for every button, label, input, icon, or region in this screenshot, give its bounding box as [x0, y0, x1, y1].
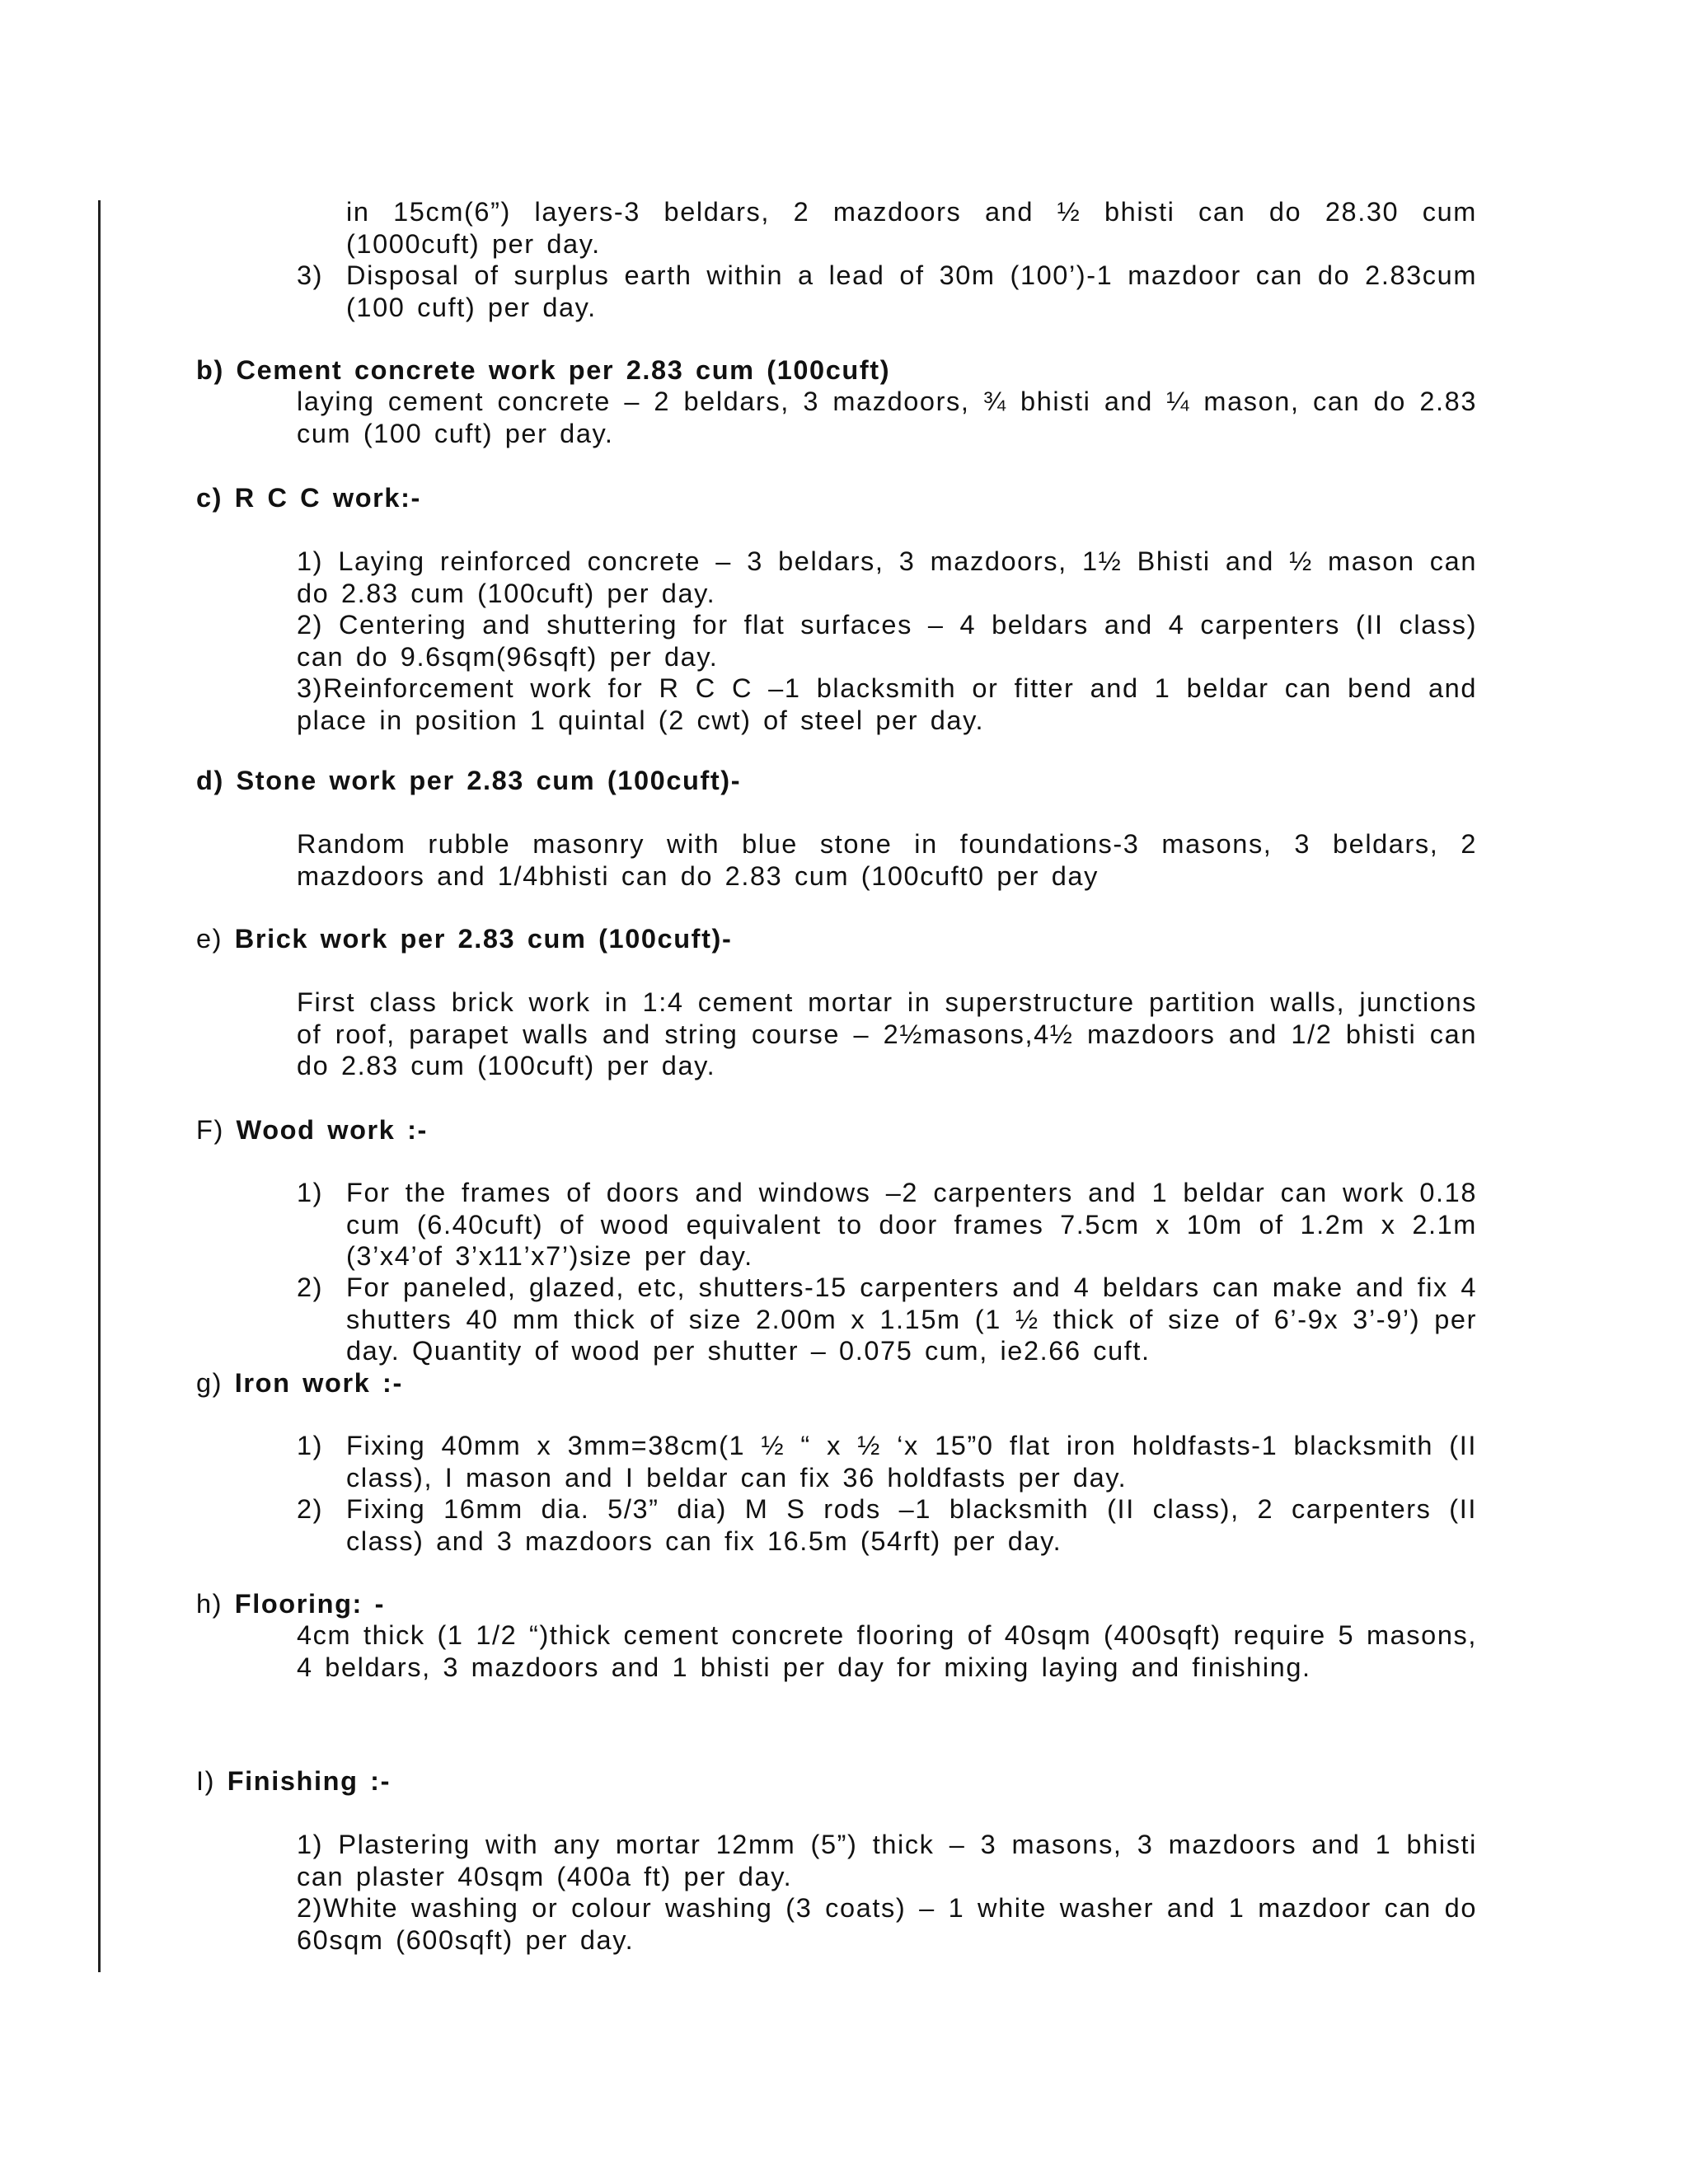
- section-e-heading: [196, 923, 732, 954]
- section-g-item-1-text: Fixing 40mm x 3mm=38cm(1 ½ “ x ½ ‘x 15”0 flat iron holdfasts-1 blacksmith (II class), I mason and I beldar can fix 36 holdfasts per day.: [346, 1431, 1477, 1493]
- section-c-list: [297, 546, 1477, 736]
- section-h-prefix: h): [196, 1589, 223, 1619]
- section-c-prefix: c): [196, 483, 223, 513]
- section-d-title: Stone work per 2.83 cum (100cuft)-: [236, 766, 742, 795]
- section-i-list: [297, 1829, 1477, 1956]
- section-c-title: R C C work:-: [234, 483, 421, 513]
- section-c-item-1: 1) Laying reinforced concrete – 3 beldars, 3 mazdoors, 1½ Bhisti and ½ mason can do 2.83 cum (100cuft) per day.: [297, 546, 1477, 608]
- section-i-prefix: I): [196, 1766, 216, 1796]
- section-d-text: Random rubble masonry with blue stone in foundations-3 masons, 3 beldars, 2 mazdoors and 1/4bhisti can do 2.83 cum (100cuft0 per day: [297, 829, 1477, 891]
- item-3-number: 3): [297, 260, 324, 290]
- section-g-title: Iron work :-: [234, 1368, 403, 1398]
- section-e-text: First class brick work in 1:4 cement mortar in superstructure partition walls, junctions of roof, parapet walls and string course – 2½masons,4½ mazdoors and 1/2 bhisti can do 2.83 cum (100cuft) per day.: [297, 987, 1477, 1080]
- section-b-heading: [196, 354, 890, 386]
- section-f-prefix: F): [196, 1115, 224, 1145]
- section-i-item-2: 2)White washing or colour washing (3 coats) – 1 white washer and 1 mazdoor can do 60sqm (600sqft) per day.: [297, 1893, 1477, 1955]
- section-g-prefix: g): [196, 1368, 223, 1398]
- section-c-heading: [196, 482, 421, 513]
- section-f-title: Wood work :-: [236, 1115, 428, 1145]
- section-e-prefix: e): [196, 924, 223, 954]
- margin-rule: [98, 200, 101, 1972]
- section-c-item-3: 3)Reinforcement work for R C C –1 blacksmith or fitter and 1 beldar can bend and place in position 1 quintal (2 cwt) of steel per day.: [297, 673, 1477, 735]
- item-3-text: Disposal of surplus earth within a lead of 30m (100’)-1 mazdoor can do 2.83cum (100 cuft) per day.: [346, 260, 1477, 322]
- section-b-prefix: b): [196, 355, 224, 385]
- section-h-text: 4cm thick (1 1/2 “)thick cement concrete flooring of 40sqm (400sqft) require 5 masons, 4 beldars, 3 mazdoors and 1 bhisti per day for mixing laying and finishing.: [297, 1620, 1477, 1682]
- item-2-continued: in 15cm(6”) layers-3 beldars, 2 mazdoors and ½ bhisti can do 28.30 cum (1000cuft) per day.: [346, 197, 1477, 259]
- section-d-heading: [196, 765, 741, 796]
- section-f-heading: [196, 1114, 428, 1146]
- section-b-title: Cement concrete work per 2.83 cum (100cuft): [236, 355, 891, 385]
- section-g-heading: [196, 1367, 403, 1399]
- section-g-item-2-number: 2): [297, 1494, 324, 1524]
- section-d-prefix: d): [196, 766, 224, 795]
- section-e-title: Brick work per 2.83 cum (100cuft)-: [234, 924, 733, 954]
- section-f-item-1-number: 1): [297, 1178, 324, 1207]
- section-f-item-1-text: For the frames of doors and windows –2 carpenters and 1 beldar can work 0.18 cum (6.40cuft) of wood equivalent to door frames 7.5cm x 10m of 1.2m x 2.1m (3’x4’of 3’x11’x7’)size per day.: [346, 1178, 1477, 1271]
- section-f-item-2-text: For paneled, glazed, etc, shutters-15 carpenters and 4 beldars can make and fix 4 shutters 40 mm thick of size 2.00m x 1.15m (1 ½ thick of size of 6’-9x 3’-9’) per day. Quantity of wood per shutter – 0.075 cum, ie2.66 cuft.: [346, 1272, 1477, 1366]
- section-b-text: laying cement concrete – 2 beldars, 3 mazdoors, ¾ bhisti and ¼ mason, can do 2.83 cum (100 cuft) per day.: [297, 387, 1477, 448]
- section-i-item-1: 1) Plastering with any mortar 12mm (5”) thick – 3 masons, 3 mazdoors and 1 bhisti can plaster 40sqm (400a ft) per day.: [297, 1830, 1477, 1891]
- section-g-item-2-text: Fixing 16mm dia. 5/3” dia) M S rods –1 blacksmith (II class), 2 carpenters (II class) and 3 mazdoors can fix 16.5m (54rft) per day.: [346, 1494, 1477, 1556]
- section-i-heading: [196, 1765, 391, 1797]
- section-i-title: Finishing :-: [227, 1766, 392, 1796]
- section-g-item-1-number: 1): [297, 1431, 324, 1460]
- section-h-title: Flooring: -: [234, 1589, 385, 1619]
- section-h-heading: [196, 1588, 385, 1619]
- section-c-item-2: 2) Centering and shuttering for flat surfaces – 4 beldars and 4 carpenters (II class) can do 9.6sqm(96sqft) per day.: [297, 610, 1477, 672]
- section-f-item-2-number: 2): [297, 1272, 324, 1302]
